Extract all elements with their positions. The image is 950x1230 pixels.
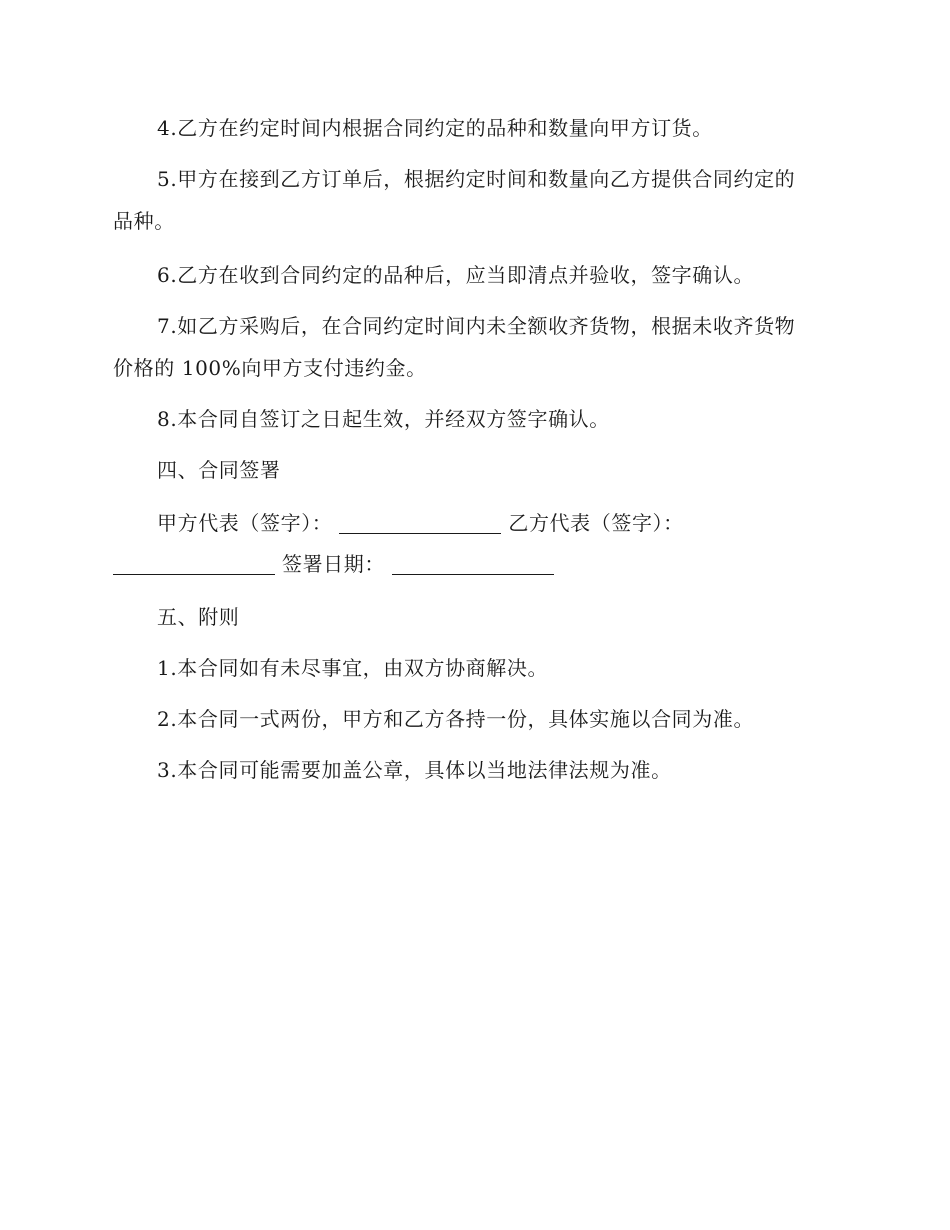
supplementary-clause-3: 3.本合同可能需要加盖公章，具体以当地法律法规为准。 [157, 758, 672, 782]
clause-8: 8.本合同自签订之日起生效，并经双方签字确认。 [157, 407, 610, 431]
signing-heading: 四、合同签署 [157, 458, 281, 482]
party-b-signature-label: 乙方代表（签字）： [508, 511, 684, 535]
supplementary-clause-1: 1.本合同如有未尽事宜，由双方协商解决。 [157, 656, 549, 680]
clause-7-line-1: 7.如乙方采购后，在合同约定时间内未全额收齐货物，根据未收齐货物 [157, 314, 796, 338]
party-a-signature-blank[interactable] [339, 513, 501, 534]
party-a-signature-label: 甲方代表（签字）： [157, 511, 333, 535]
clause-5-line-1: 5.甲方在接到乙方订单后，根据约定时间和数量向乙方提供合同约定的 [157, 167, 796, 191]
signature-line-2 [113, 551, 554, 577]
party-b-signature-blank[interactable] [113, 554, 275, 575]
clause-7-line-2: 价格的 100%向甲方支付违约金。 [113, 356, 427, 380]
clause-5-line-2: 品种。 [113, 209, 175, 233]
signing-date-label: 签署日期： [281, 552, 385, 576]
signature-line-1 [157, 510, 684, 536]
signing-date-blank[interactable] [392, 554, 554, 575]
clause-6: 6.乙方在收到合同约定的品种后，应当即清点并验收，签字确认。 [157, 263, 755, 287]
supplementary-heading: 五、附则 [157, 605, 240, 629]
supplementary-clause-2: 2.本合同一式两份，甲方和乙方各持一份，具体实施以合同为准。 [157, 707, 755, 731]
clause-4: 4.乙方在约定时间内根据合同约定的品种和数量向甲方订货。 [157, 116, 713, 140]
